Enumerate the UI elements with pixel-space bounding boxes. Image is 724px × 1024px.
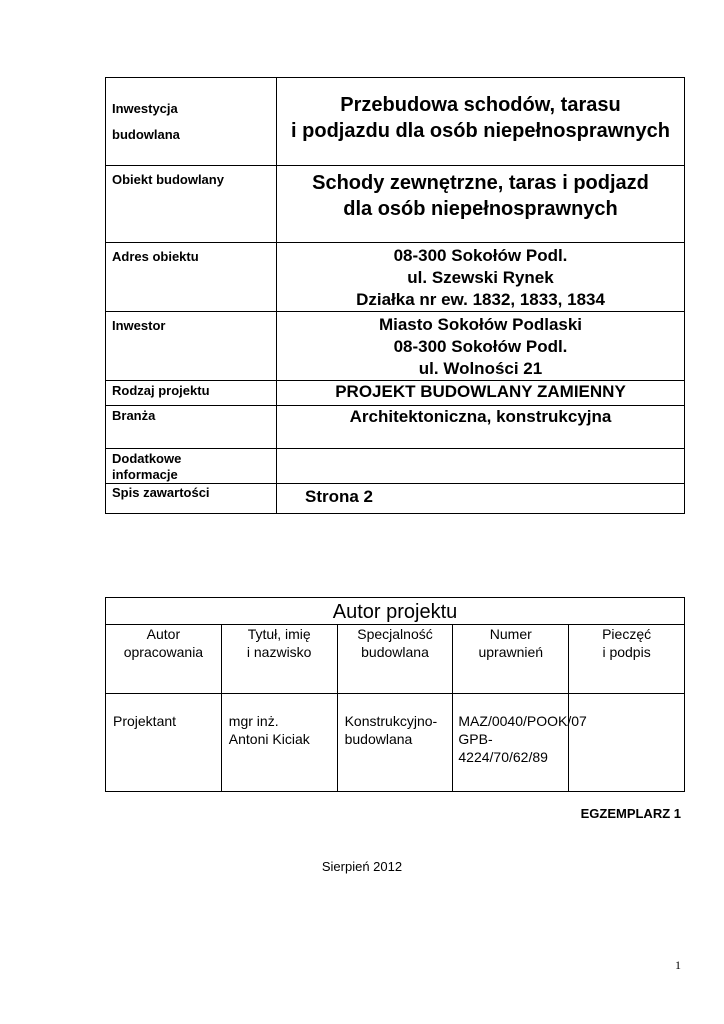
author-table-title: Autor projektu — [106, 598, 685, 625]
header-author: Autor opracowania — [106, 625, 222, 694]
value-project-type: PROJEKT BUDOWLANY ZAMIENNY — [277, 381, 685, 406]
label-investor: Inwestor — [106, 312, 277, 381]
value-investor: Miasto Sokołów Podlaski 08-300 Sokołów Podl. ul. Wolności 21 — [277, 312, 685, 381]
value-object: Schody zewnętrzne, taras i podjazd dla osób niepełnosprawnych — [277, 166, 685, 243]
row-investor — [106, 312, 685, 381]
row-object — [106, 166, 685, 243]
header-stamp: Pieczęć i podpis — [569, 625, 685, 694]
cell-specialty: Konstrukcyjno- budowlana — [337, 694, 453, 792]
copy-label: EGZEMPLARZ 1 — [580, 806, 681, 821]
row-project-type — [106, 381, 685, 406]
author-data-row — [106, 694, 685, 792]
document-date: Sierpień 2012 — [321, 859, 403, 874]
row-address — [106, 243, 685, 312]
row-investment — [106, 78, 685, 166]
label-investment: Inwestycja budowlana — [106, 78, 277, 166]
label-address: Adres obiektu — [106, 243, 277, 312]
value-contents: Strona 2 — [277, 484, 685, 514]
value-investment: Przebudowa schodów, tarasu i podjazdu dla osób niepełnosprawnych — [277, 78, 685, 166]
cell-permit: MAZ/0040/POOK/07 GPB-4224/70/62/89 — [453, 694, 569, 792]
label-additional: Dodatkowe informacje — [106, 449, 277, 484]
row-branch — [106, 406, 685, 449]
row-contents — [106, 484, 685, 514]
cell-role: Projektant — [106, 694, 222, 792]
cell-stamp — [569, 694, 685, 792]
value-branch: Architektoniczna, konstrukcyjna — [277, 406, 685, 449]
header-specialty: Specjalność budowlana — [337, 625, 453, 694]
value-additional — [277, 449, 685, 484]
label-contents: Spis zawartości — [106, 484, 277, 514]
label-branch: Branża — [106, 406, 277, 449]
header-name: Tytuł, imię i nazwisko — [221, 625, 337, 694]
cell-name: mgr inż. Antoni Kiciak — [221, 694, 337, 792]
label-project-type: Rodzaj projektu — [106, 381, 277, 406]
project-info-table — [105, 77, 685, 514]
author-table — [105, 597, 685, 792]
value-address: 08-300 Sokołów Podl. ul. Szewski Rynek Działka nr ew. 1832, 1833, 1834 — [277, 243, 685, 312]
header-permit: Numer uprawnień — [453, 625, 569, 694]
label-object: Obiekt budowlany — [106, 166, 277, 243]
row-additional — [106, 449, 685, 484]
page-number: 1 — [675, 958, 681, 972]
author-header-row — [106, 625, 685, 694]
author-title-row — [106, 598, 685, 625]
